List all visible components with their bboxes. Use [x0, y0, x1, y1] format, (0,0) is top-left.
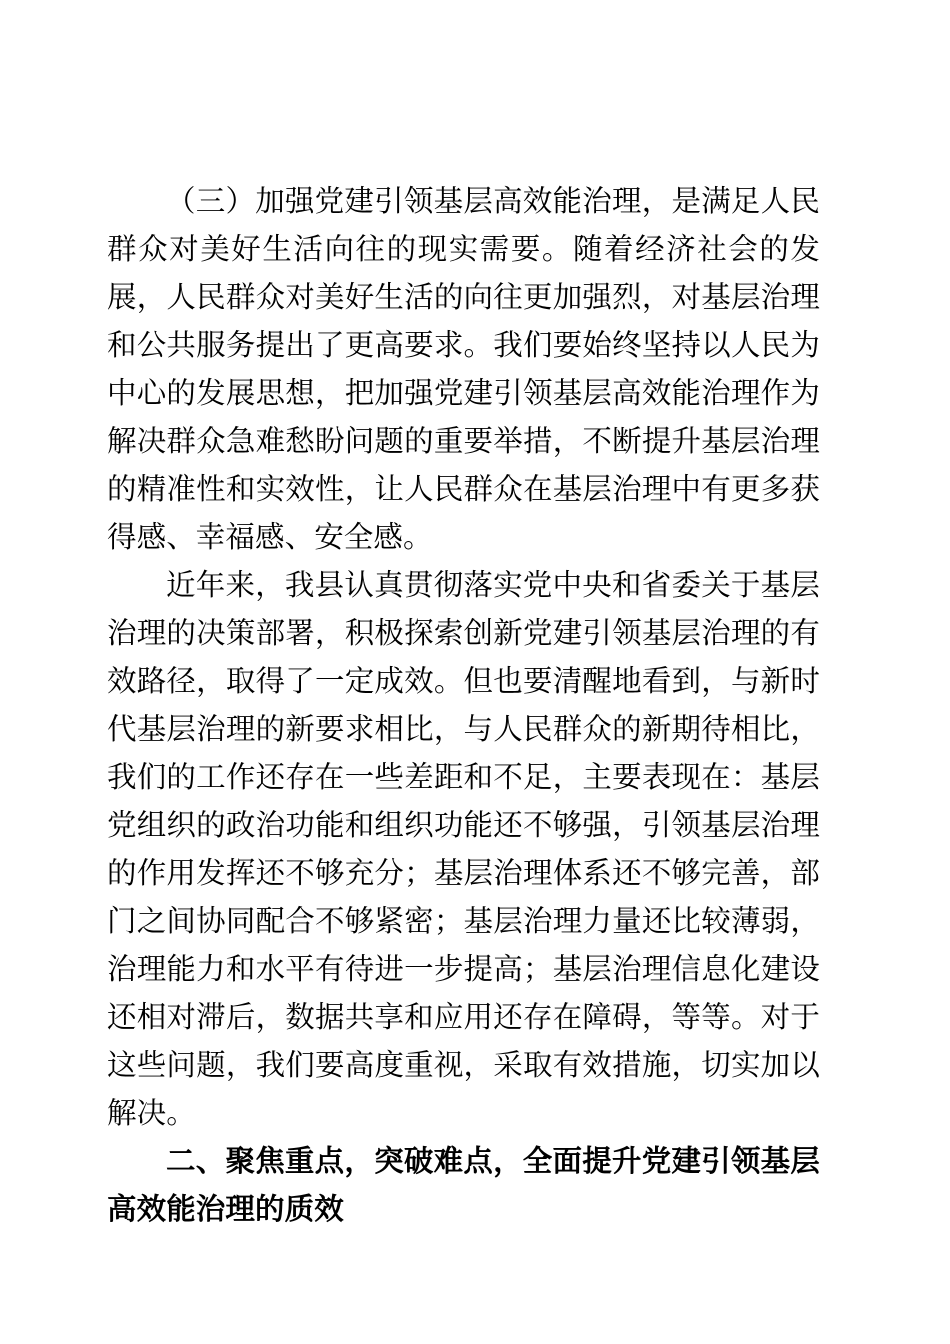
heading-section-two: 二、聚焦重点，突破难点，全面提升党建引领基层高效能治理的质效	[107, 1145, 820, 1226]
paragraph-section-three: （三）加强党建引领基层高效能治理，是满足人民群众对美好生活向往的现实需要。随着经济社会的发展，人民群众对美好生活的向往更加强烈，对基层治理和公共服务提出了更高要求。我们要始终坚持以人民为中心的发展思想，把加强党建引领基层高效能治理作为解决群众急难愁盼问题的重要举措，不断提升基层治理的精准性和实效性，让人民群众在基层治理中有更多获得感、幸福感、安全感。	[107, 185, 820, 554]
paragraph-recent-years: 近年来，我县认真贯彻落实党中央和省委关于基层治理的决策部署，积极探索创新党建引领基层治理的有效路径，取得了一定成效。但也要清醒地看到，与新时代基层治理的新要求相比，与人民群众的新期待相比，我们的工作还存在一些差距和不足，主要表现在：基层党组织的政治功能和组织功能还不够强，引领基层治理的作用发挥还不够充分；基层治理体系还不够完善，部门之间协同配合不够紧密；基层治理力量还比较薄弱，治理能力和水平有待进一步提高；基层治理信息化建设还相对滞后，数据共享和应用还存在障碍，等等。对于这些问题，我们要高度重视，采取有效措施，切实加以解决。	[107, 569, 820, 1130]
document-body	[107, 178, 820, 1234]
